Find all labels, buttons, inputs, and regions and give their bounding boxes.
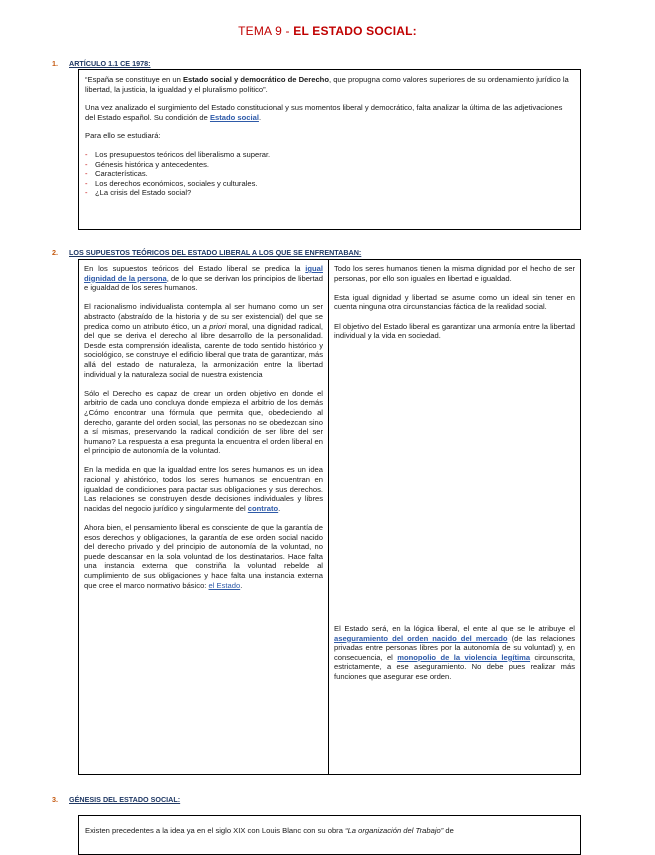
section-label: LOS SUPUESTOS TEÓRICOS DEL ESTADO LIBERAL A LOS QUE SE ENFRENTABAN: [69,248,362,257]
contrato-link[interactable]: contrato [247,503,279,513]
left-paragraph-1: En los supuestos teóricos del Estado liberal se predica la igual dignidad de la persona, de lo que se derivan los principios de libertad e igualdad de los seres humanos. [84,264,324,293]
title-main: EL ESTADO SOCIAL: [293,24,417,38]
list-item: - Los derechos económicos, sociales y culturales. [85,179,574,189]
genesis-box: Existen precedentes a la idea ya en el siglo XIX con Louis Blanc con su obra “La organización del Trabajo” de [78,815,581,855]
two-column-table [78,259,581,775]
right-column [329,260,580,774]
title-prefix: TEMA 9 - [238,24,294,38]
intro-paragraph: Una vez analizado el surgimiento del Estado constitucional y sus momentos liberal y democrático, falta analizar la última de las adjetivaciones del Estado español. Su condición de Estado social. [85,103,563,122]
list-item: - ¿La crisis del Estado social? [85,188,574,198]
section-number: 3. [52,795,58,804]
page-title [0,24,655,38]
topics-list [85,150,574,198]
left-column [79,260,329,774]
section-label: ARTÍCULO 1.1 CE 1978: [69,59,151,68]
list-item: - Génesis histórica y antecedentes. [85,160,574,170]
el-estado-link[interactable]: el Estado [208,580,241,590]
section-heading-3 [52,795,180,804]
constitution-quote: “España se constituye en un Estado social y democrático de Derecho, que propugna como valores superiores de su ordenamiento jurídico la libertad, la justicia, la igualdad y el pluralismo político”. [85,75,569,94]
dignidad-link[interactable]: igual dignidad de la persona [84,264,323,283]
intro-box [78,69,581,230]
estado-social-link[interactable]: Estado social [209,112,259,122]
study-intro: Para ello se estudiará: [85,131,161,141]
section-heading-1 [52,59,150,68]
quote-emphasis: Estado social y democrático de Derecho [182,75,329,84]
right-paragraph-1: Todo los seres humanos tienen la misma dignidad por el hecho de ser personas, por ello son iguales en libertad e igualdad. [334,264,575,283]
mercado-link[interactable]: aseguramiento del orden nacido del mercado [334,633,508,643]
section-heading-2 [52,248,361,257]
right-paragraph-4: El Estado será, en la lógica liberal, el ente al que se le atribuye el aseguramiento del orden nacido del mercado (de las relaciones privadas entre personas libres por la autonomía de su voluntad) y, en consecuencia, el monopolio de la violencia legítima circunscrita, estrictamente, a ese aseguramiento. No debe pues realizar más funciones que asegurar ese orden. [334,624,575,681]
monopolio-link[interactable]: monopolio de la violencia legítima [397,652,531,662]
left-paragraph-5: Ahora bien, el pensamiento liberal es consciente de que la garantía de esos derechos y obligaciones, la garantía de ese orden social nacido del derecho privado y del principio de autonomía de la voluntad, no puede descansar en la sola voluntad de los destinatarios. Hace falta una instancia externa que constriña la voluntad rebelde al cumplimiento de sus obligaciones y hace falta una instancia externa que cree el marco normativo básico: el Estado. [84,523,323,590]
right-paragraph-3: El objetivo del Estado liberal es garantizar una armonía entre la libertad individual y la vida en sociedad. [334,321,575,341]
left-paragraph-4: En la medida en que la igualdad entre los seres humanos es un idea racional y ahistórico, todos los seres humanos se encuentran en igualdad de condiciones para pactar sus obligaciones y sus derechos. Las relaciones se construyen desde decisiones individuales y libres nacidas del negocio jurídico y singularmente del contrato. [84,465,323,513]
right-paragraph-2: Esta igual dignidad y libertad se asume como un ideal sin tener en cuenta ninguna otra circunstancias fáctica de la realidad social. [334,292,575,312]
section-number: 1. [52,59,58,68]
section-number: 2. [52,248,58,257]
left-paragraph-3: Sólo el Derecho es capaz de crear un orden objetivo en donde el arbitrio de cada uno concluya donde empieza el arbitrio de los demás ¿Cómo encontrar una fórmula que permita que, obedeciendo al derecho, garante del orden social, las personas no se obedezcan sino a sí mismas, preservando la radical condición de ser libre del ser humano? La respuesta a esa pregunta la encuentra el orden liberal en el principio de autonomía de la voluntad. [84,388,323,456]
list-item: - Los presupuestos teóricos del liberalismo a superar. [85,150,574,160]
list-item: - Características. [85,169,574,179]
left-paragraph-2: El racionalismo individualista contempla al ser humano como un ser abstracto (abstraído de la historia y de su ser existencial) del que se predica como un atributo ético, un a priori moral, una dignidad radical, del que se deriva el derecho al libre desarrollo de la personalidad. Desde esta comprensión idealista, carente de todo sentido histórico y sociológico, se construye el edificio liberal que trata de garantizar, más allá del estado de naturaleza, la armonización entre la libertad individual y la naturaleza social de nuestra existencia [84,302,323,379]
section-label: GÉNESIS DEL ESTADO SOCIAL: [69,795,181,804]
